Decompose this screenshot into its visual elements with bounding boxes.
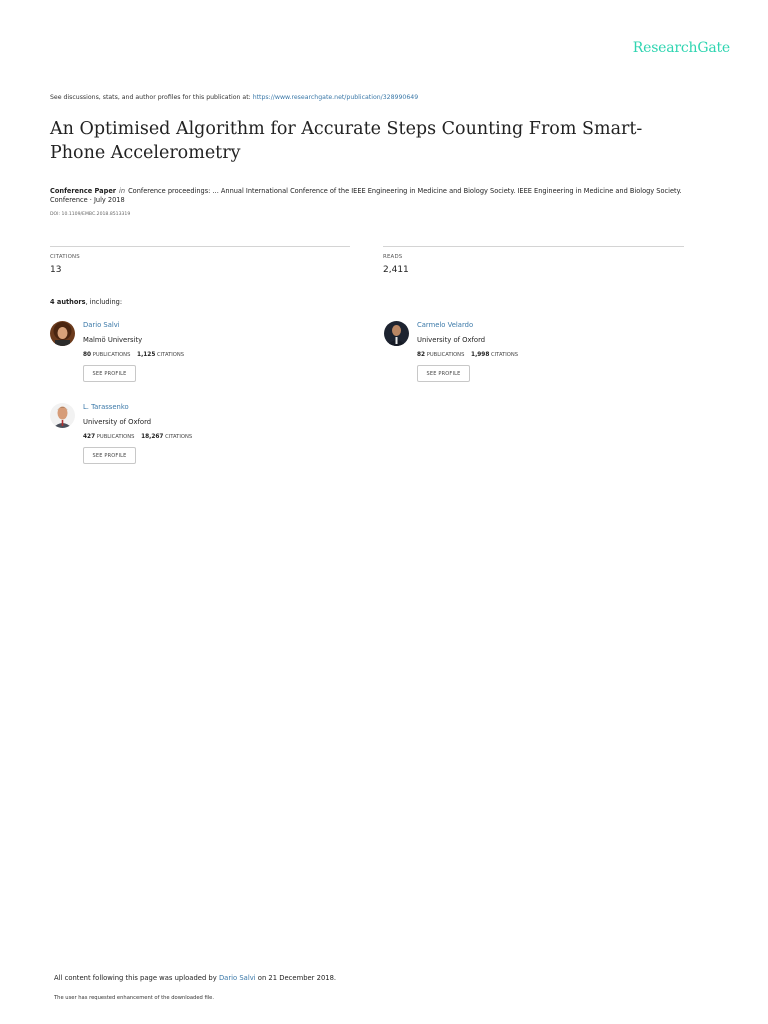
see-profile-button[interactable]: SEE PROFILE [83,365,136,382]
enhancement-note: The user has requested enhancement of the downloaded file. [54,995,215,1001]
authors-count: 4 authors [50,298,86,306]
author-citations-count: 18,267 [141,434,164,440]
upload-prefix: All content following this page was uploaded by [54,974,217,982]
uploader-link[interactable]: Dario Salvi [218,974,256,982]
upload-suffix: on 21 December 2018. [257,974,337,982]
upload-notice [54,974,336,982]
publication-type: Conference Paper [50,187,117,195]
author-avatar[interactable] [50,403,75,428]
author-citations-label: CITATIONS [165,434,193,440]
author-name-link[interactable]: Carmelo Velardo [417,321,474,329]
author-institution: Malmö University [83,336,143,344]
see-profile-button[interactable]: SEE PROFILE [417,365,470,382]
see-profile-button[interactable]: SEE PROFILE [83,447,136,464]
author-citations-label: CITATIONS [157,352,185,358]
author-citations-count: 1,998 [471,352,490,358]
author-citations-label: CITATIONS [491,352,519,358]
author-card [384,321,644,391]
author-institution: University of Oxford [83,418,152,426]
publications-count: 82 [417,352,426,358]
publications-count: 427 [83,434,96,440]
author-citations-count: 1,125 [137,352,156,358]
author-institution: University of Oxford [417,336,486,344]
citations-label: CITATIONS [50,254,80,260]
discussion-line [50,94,418,101]
author-card [50,321,310,391]
author-name-link[interactable]: L. Tarassenko [83,403,129,411]
publication-venue: Conference proceedings: ... Annual International Conference of the IEEE Engineering in Medicine and Biology Society. IEEE Engineering in Medicine and Biology Society. Conference · July 2018 [50,187,682,204]
reads-value: 2,411 [383,265,409,275]
discussion-prefix: See discussions, stats, and author profiles for this publication at: [50,94,251,101]
paper-title: An Optimised Algorithm for Accurate Steps Counting From Smart-Phone Accelerometry [50,119,643,163]
publications-label: PUBLICATIONS [96,434,135,440]
publications-label: PUBLICATIONS [92,352,131,358]
doi-text: DOI: 10.1109/EMBC.2018.8513319 [50,212,131,217]
publication-url-link[interactable]: https://www.researchgate.net/publication/328990649 [252,94,419,101]
author-name-link[interactable]: Dario Salvi [83,321,120,329]
author-avatar[interactable] [50,321,75,346]
author-avatar[interactable] [384,321,409,346]
publications-count: 80 [83,352,92,358]
citations-divider [50,246,350,247]
author-stats [417,352,518,358]
in-word: in [119,187,126,195]
researchgate-logo[interactable]: ResearchGate [632,40,730,56]
citations-value: 13 [50,265,62,275]
publications-label: PUBLICATIONS [426,352,465,358]
publication-meta [50,187,720,205]
author-stats [83,352,184,358]
authors-suffix: , including: [85,298,123,306]
reads-label: READS [383,254,403,260]
author-card [50,403,310,473]
author-stats [83,434,192,440]
reads-divider [383,246,684,247]
authors-header [50,298,122,306]
